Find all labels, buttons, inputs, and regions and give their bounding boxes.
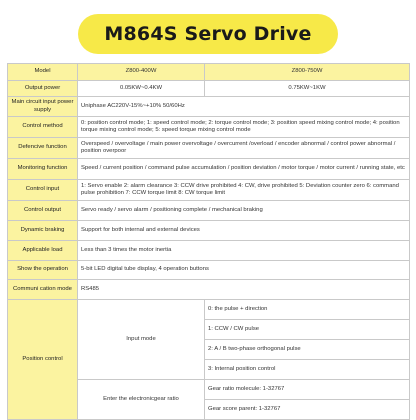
row-communication xyxy=(8,280,410,300)
main-circuit-value: Uniphase AC220V-15%~+10% 50/60Hz xyxy=(78,97,410,117)
dynamic-braking-label: Dynamic braking xyxy=(8,221,78,241)
show-operation-label: Show the operation xyxy=(8,261,78,280)
communication-value: RS485 xyxy=(78,280,410,300)
main-circuit-label: Main circuit input power supply xyxy=(8,97,78,117)
output-power-v1: 0.05KW~0.4KW xyxy=(78,81,205,97)
control-input-label: Control input xyxy=(8,180,78,201)
row-defensive xyxy=(8,138,410,159)
input-mode-option: 2: A / B two-phase orthogonal pulse xyxy=(205,340,410,360)
title-pill xyxy=(78,14,338,54)
monitoring-label: Monitoring function xyxy=(8,159,78,180)
row-control-method xyxy=(8,117,410,138)
dynamic-braking-value: Support for both internal and external devices xyxy=(78,221,410,241)
gear-ratio-molecule: Gear ratio molecule: 1-32767 xyxy=(205,380,410,400)
model-col2: Z800-750W xyxy=(205,64,410,81)
output-power-label: Output power xyxy=(8,81,78,97)
input-mode-label: Input mode xyxy=(78,300,205,380)
defensive-label: Defencive function xyxy=(8,138,78,159)
control-input-value: 1: Servo enable 2: alarm clearance 3: CCW drive prohibited 4: CW, drive prohibited 5: Deviation counter zero 6: command pulse prohibition 7: CCW torque limit 8: CW torque limit xyxy=(78,180,410,201)
input-mode-option: 1: CCW / CW pulse xyxy=(205,320,410,340)
row-position-input-0 xyxy=(8,300,410,320)
control-method-value: 0: position control mode; 1: speed control mode; 2: torque control mode; 3: position speed mixing control mode; 4: position torque mixing control mode; 5: speed torque mixing control mode xyxy=(78,117,410,138)
control-output-value: Servo ready / servo alarm / positioning complete / mechanical braking xyxy=(78,201,410,221)
input-mode-option: 3: Internal position control xyxy=(205,360,410,380)
output-power-v2: 0.75KW~1KW xyxy=(205,81,410,97)
row-model xyxy=(8,64,410,81)
control-output-label: Control output xyxy=(8,201,78,221)
model-label: Model xyxy=(8,64,78,81)
spec-table xyxy=(7,63,410,420)
row-main-circuit xyxy=(8,97,410,117)
title-band xyxy=(0,0,416,62)
page-title: M864S Servo Drive xyxy=(104,23,312,45)
applicable-load-value: Less than 3 times the motor inertia xyxy=(78,241,410,261)
row-dynamic-braking xyxy=(8,221,410,241)
monitoring-value: Speed / current position / command pulse accumulation / position deviation / motor torque / motor current / running state, etc xyxy=(78,159,410,180)
position-control-label: Position control xyxy=(8,300,78,420)
gear-ratio-parent: Gear score parent: 1-32767 xyxy=(205,400,410,420)
row-output-power xyxy=(8,81,410,97)
input-mode-option: 0: the pulse + direction xyxy=(205,300,410,320)
show-operation-value: 5-bit LED digital tube display, 4 operation buttons xyxy=(78,261,410,280)
control-method-label: Control method xyxy=(8,117,78,138)
applicable-load-label: Applicable load xyxy=(8,241,78,261)
gear-ratio-label: Enter the electronicgear ratio xyxy=(78,380,205,420)
row-applicable-load xyxy=(8,241,410,261)
row-control-output xyxy=(8,201,410,221)
row-monitoring xyxy=(8,159,410,180)
communication-label: Communi cation mode xyxy=(8,280,78,300)
model-col1: Z800-400W xyxy=(78,64,205,81)
defensive-value: Overspeed / overvoltage / main power overvoltage / overcurrent /overload / encoder abnormal / control power abnormal / position overpoor xyxy=(78,138,410,159)
row-show-operation xyxy=(8,261,410,280)
row-control-input xyxy=(8,180,410,201)
